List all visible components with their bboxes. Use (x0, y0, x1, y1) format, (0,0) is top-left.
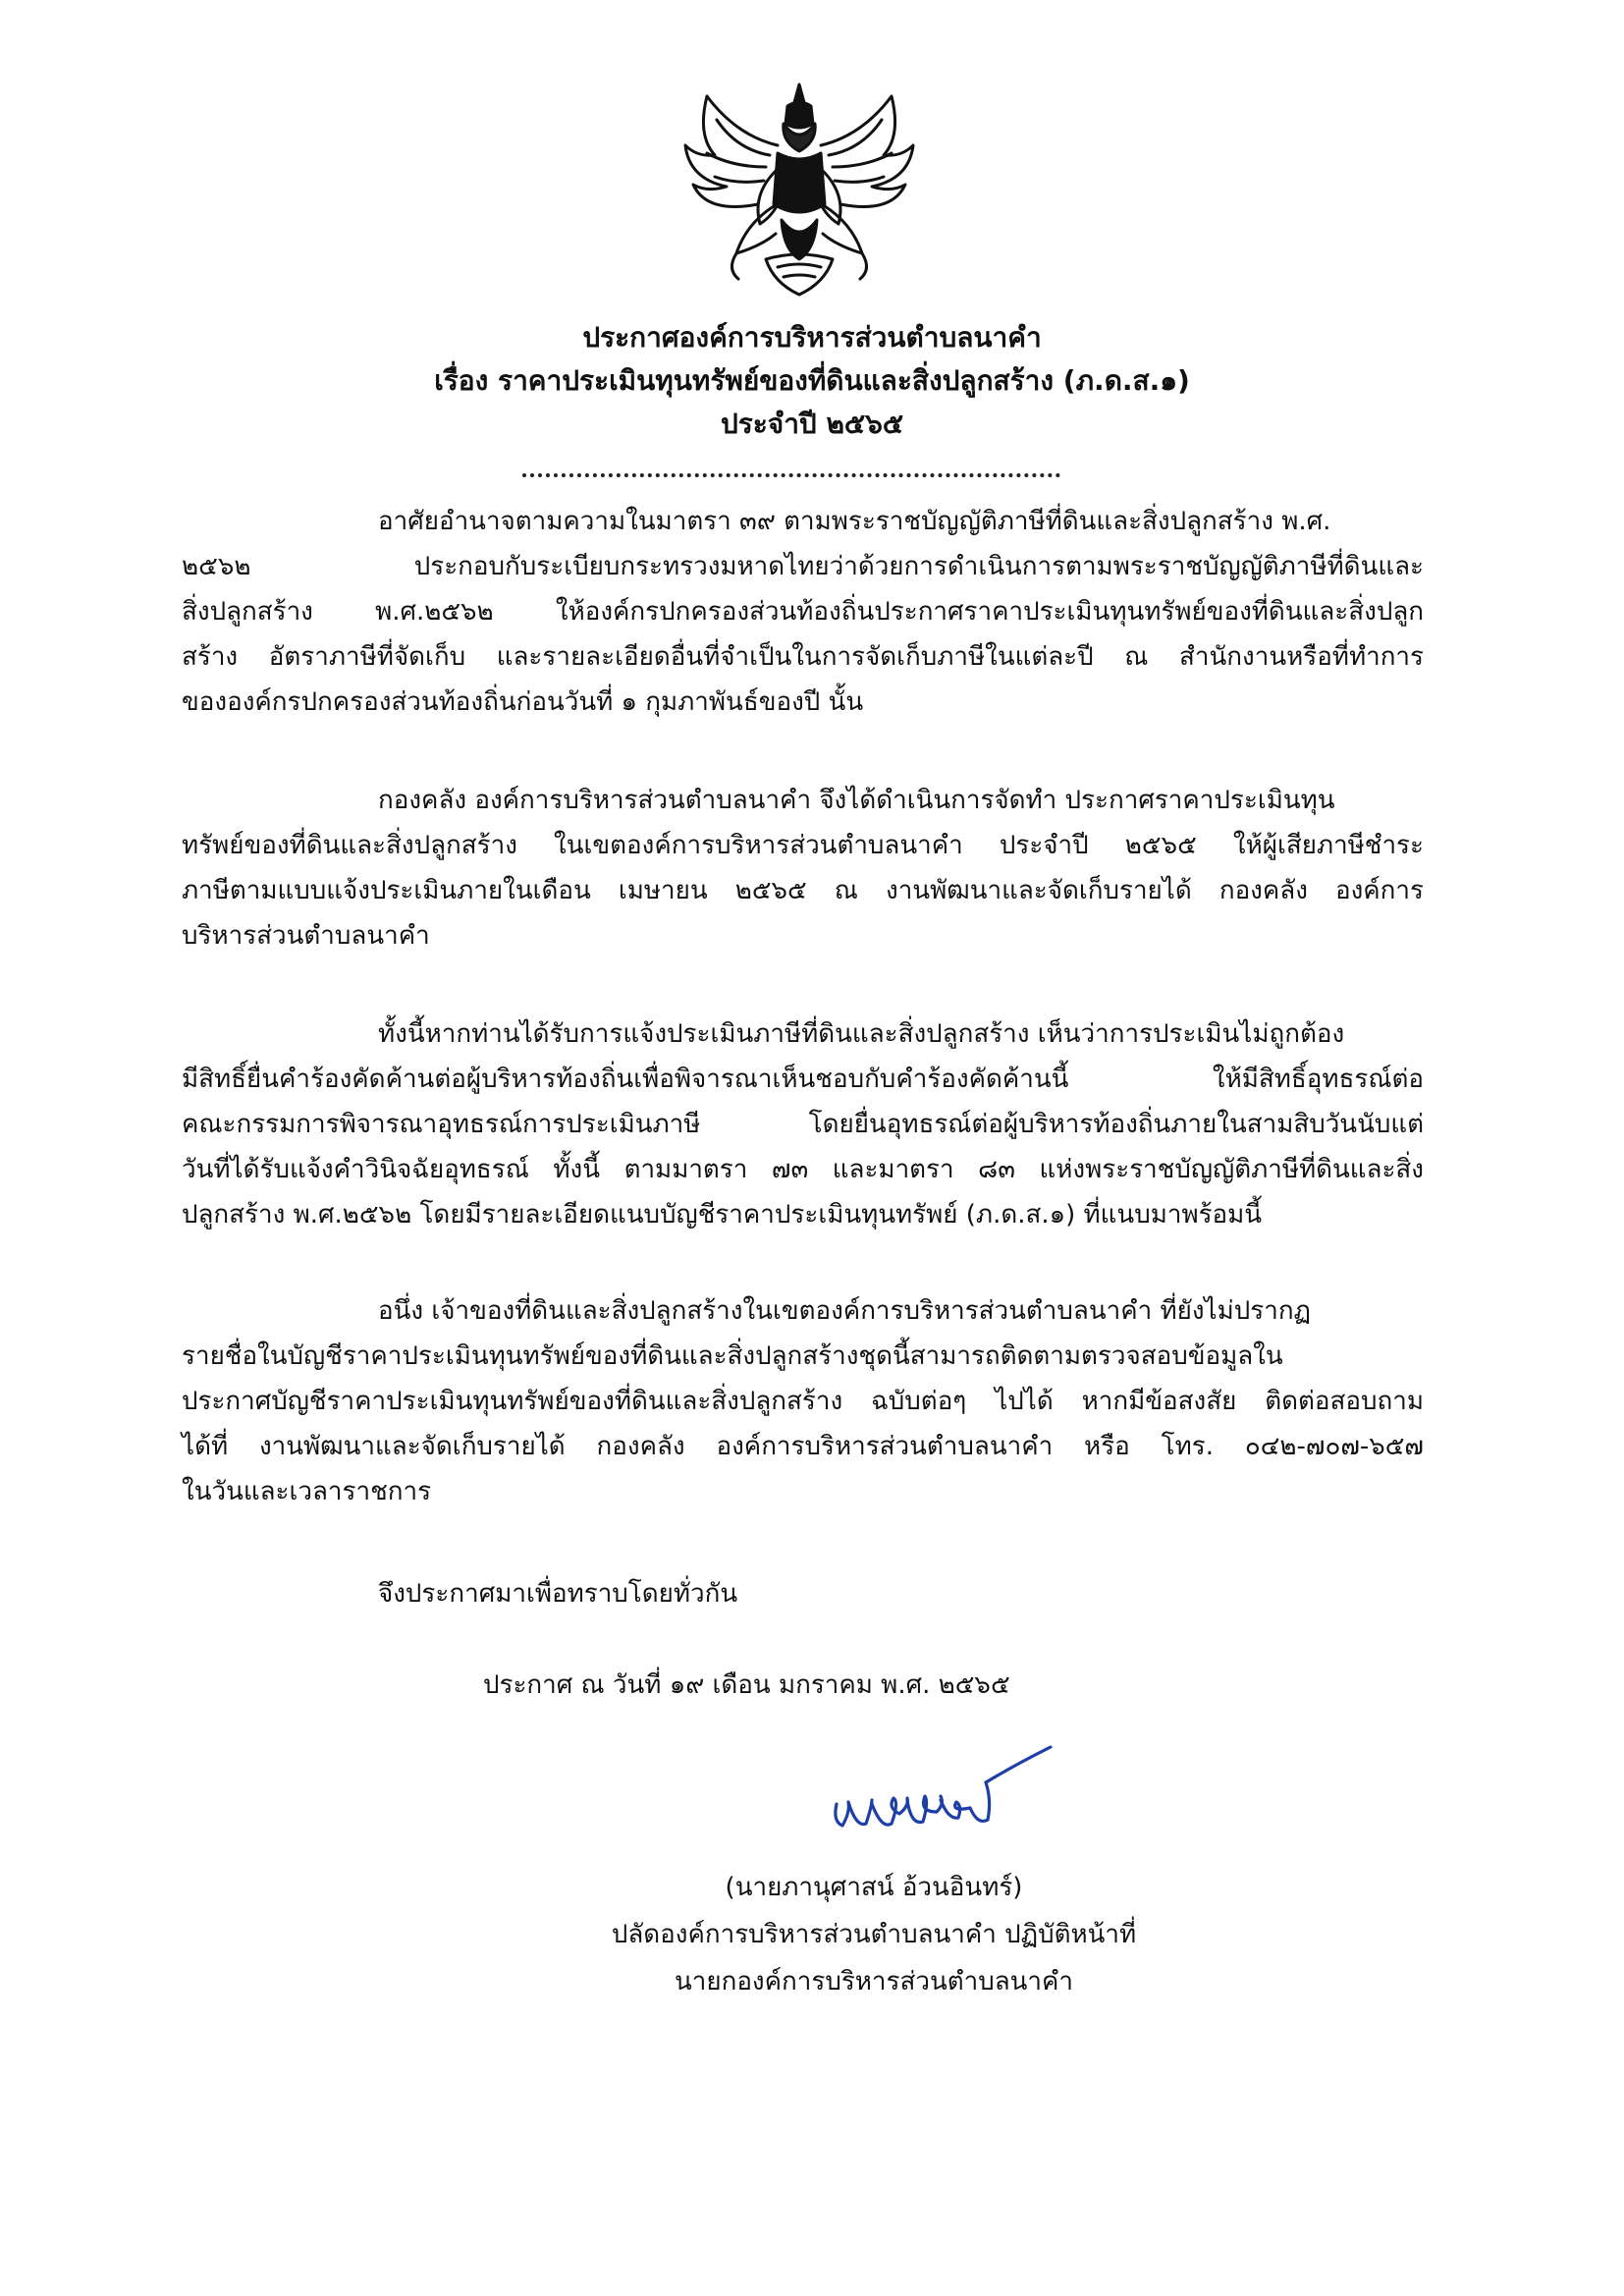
paragraph-line: ได้ที่ งานพัฒนาและจัดเก็บรายได้ กองคลัง องค์การบริหารส่วนตำบลนาคำ หรือ โทร. ๐๔๒-๗๐๗-๖๕๗ (182, 1432, 1424, 1461)
paragraph-line: ในวันและเวลาราชการ (182, 1477, 432, 1506)
signatory-position: ปลัดองค์การบริหารส่วนตำบลนาคำ ปฏิบัติหน้าที่ (611, 1920, 1137, 1949)
paragraph-line: มีสิทธิ์ยื่นคำร้องคัดค้านต่อผู้บริหารท้องถิ่นเพื่อพิจารณาเห็นชอบกับคำร้องคัดค้านนี้ ให้มีสิทธิ์อุทธรณ์ต่อ (182, 1065, 1424, 1094)
document-title-line1: ประกาศองค์การบริหารส่วนตำบลนาคำ (582, 321, 1042, 354)
paragraph-line: สิ่งปลูกสร้าง พ.ศ.๒๕๖๒ ให้องค์กรปกครองส่วนท้องถิ่นประกาศราคาประเมินทุนทรัพย์ของที่ดินและสิ่งปลูก (182, 597, 1424, 627)
paragraph-line: ประกาศบัญชีราคาประเมินทุนทรัพย์ของที่ดินและสิ่งปลูกสร้าง ฉบับต่อๆ ไปได้ หากมีข้อสงสัย ติดต่อสอบถาม (182, 1387, 1424, 1416)
paragraph-4 (182, 1288, 1424, 1514)
paragraph-2 (182, 778, 1424, 958)
paragraph-line: อาศัยอำนาจตามความในมาตรา ๓๙ ตามพระราชบัญญัติภาษีที่ดินและสิ่งปลูกสร้าง พ.ศ. (378, 507, 1331, 536)
paragraph-1 (182, 499, 1424, 725)
handwritten-signature (823, 1743, 1058, 1851)
paragraph-line: กองคลัง องค์การบริหารส่วนตำบลนาคำ จึงได้ดำเนินการจัดทำ ประกาศราคาประเมินทุน (378, 786, 1335, 815)
document-title-line3: ประจำปี ๒๕๖๕ (720, 408, 904, 440)
garuda-emblem-icon (668, 77, 931, 304)
paragraph-line: คณะกรรมการพิจารณาอุทธรณ์การประเมินภาษี โดยยื่นอุทธรณ์ต่อผู้บริหารท้องถิ่นภายในสามสิบวันนับแต่ (182, 1110, 1424, 1139)
paragraph-line: รายชื่อในบัญชีราคาประเมินทุนทรัพย์ของที่ดินและสิ่งปลูกสร้างชุดนี้สามารถติดตามตรวจสอบข้อมูลใน (182, 1341, 1283, 1371)
signatory-name: (นายภานุศาสน์ อ้วนอินทร์) (725, 1873, 1023, 1902)
document-title-line2: เรื่อง ราคาประเมินทุนทรัพย์ของที่ดินและสิ่งปลูกสร้าง (ภ.ด.ส.๑) (434, 364, 1190, 397)
document-heading (196, 316, 1428, 446)
paragraph-line: ๒๕๖๒ ประกอบกับระเบียบกระทรวงมหาดไทยว่าด้วยการดำเนินการตามพระราชบัญญัติภาษีที่ดินและ (182, 552, 1424, 581)
paragraph-line: ขององค์กรปกครองส่วนท้องถิ่นก่อนวันที่ ๑ กุมภาพันธ์ของปี นั้น (182, 687, 864, 717)
paragraph-line: ทั้งนี้หากท่านได้รับการแจ้งประเมินภาษีที่ดินและสิ่งปลูกสร้าง เห็นว่าการประเมินไม่ถูกต้อง (378, 1019, 1345, 1049)
paragraph-line: ทรัพย์ของที่ดินและสิ่งปลูกสร้าง ในเขตองค์การบริหารส่วนตำบลนาคำ ประจำปี ๒๕๖๕ ให้ผู้เสียภาษีชำระ (182, 831, 1424, 860)
paragraph-line: บริหารส่วนตำบลนาคำ (182, 921, 430, 951)
paragraph-line: อนึ่ง เจ้าของที่ดินและสิ่งปลูกสร้างในเขตองค์การบริหารส่วนตำบลนาคำ ที่ยังไม่ปรากฏ (378, 1296, 1312, 1326)
paragraph-line: ปลูกสร้าง พ.ศ.๒๕๖๒ โดยมีรายละเอียดแนบบัญชีราคาประเมินทุนทรัพย์ (ภ.ด.ส.๑) ที่แนบมาพร้อมนี้ (182, 1200, 1263, 1230)
dotted-separator (522, 473, 1060, 477)
paragraph-line: สร้าง อัตราภาษีที่จัดเก็บ และรายละเอียดอื่นที่จำเป็นในการจัดเก็บภาษีในแต่ละปี ณ สำนักงานหรือที่ทำการ (182, 642, 1424, 672)
signatory-position-acting: นายกองค์การบริหารส่วนตำบลนาคำ (674, 1967, 1074, 1996)
signatory-block (550, 1864, 1198, 2005)
announcement-date: ประกาศ ณ วันที่ ๑๙ เดือน มกราคม พ.ศ. ๒๕๖๕ (483, 1670, 1010, 1700)
paragraph-line: ภาษีตามแบบแจ้งประเมินภายในเดือน เมษายน ๒๕๖๕ ณ งานพัฒนาและจัดเก็บรายได้ กองคลัง องค์การ (182, 876, 1424, 905)
paragraph-line: วันที่ได้รับแจ้งคำวินิจฉัยอุทธรณ์ ทั้งนี้ ตามมาตรา ๗๓ และมาตรา ๘๓ แห่งพระราชบัญญัติภาษีที่ดินและสิ่ง (182, 1155, 1424, 1184)
paragraph-3 (182, 1011, 1424, 1237)
closing-statement: จึงประกาศมาเพื่อทราบโดยทั่วกัน (378, 1579, 738, 1609)
